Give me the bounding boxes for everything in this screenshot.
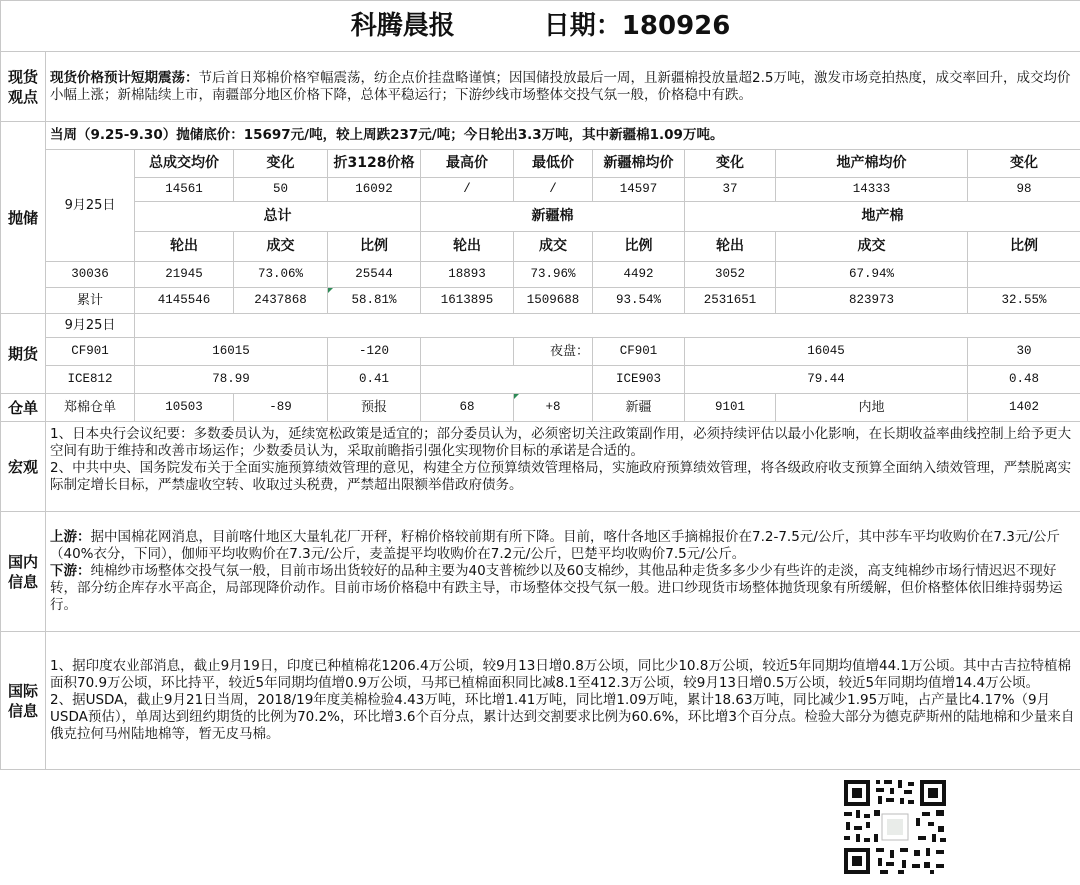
price-value: 14597: [593, 178, 685, 202]
price-header: 变化: [234, 150, 328, 178]
reserve-price-value-row: [1, 178, 1080, 202]
price-value: 98: [968, 178, 1080, 202]
report-date: 日期：180926: [543, 10, 731, 41]
ice-next-change: 0.48: [968, 366, 1080, 394]
daily-value: 18893: [421, 262, 514, 288]
futures-date: 9月25日: [46, 314, 135, 338]
price-header: 变化: [685, 150, 776, 178]
group-header-total: 总计: [135, 202, 421, 232]
upstream-lead: 上游：: [50, 529, 91, 545]
cf-change: -120: [328, 338, 421, 366]
cf-night-price: 16045: [685, 338, 968, 366]
price-header: 总成交均价: [135, 150, 234, 178]
spot-row: [1, 52, 1080, 122]
downstream-text: 纯棉纱市场整体交投气氛一般，目前市场出货较好的品种主要为40支普梳纱以及60支棉纱，其他品种走货多多少少有些许的走淡，高支纯棉纱市场行情迟迟不现好转，部分纺企库存水平高企，局部现降价动作。目前市场价格稳中有跌主导，市场整体交投气氛一般。进口纱现货市场整体抛货现象有所缓解，但价格整体依旧维持弱势运行。: [50, 563, 1063, 613]
warehouse-value: 10503: [135, 394, 234, 422]
sub-header: 成交: [514, 232, 593, 262]
cumulative-value: 58.81%: [328, 288, 421, 314]
sub-header: 成交: [776, 232, 968, 262]
sub-header: 比例: [968, 232, 1080, 262]
price-header: 折3128价格: [328, 150, 421, 178]
international-paragraph-2: 2、据USDA，截止9月21日当周，2018/19年度美棉检验4.43万吨，环比增1.41万吨，同比增1.09万吨，累计18.63万吨，同比减少1.95万吨，占产量比4.17%（9月USDA预估），单周达到纽约期货的比例为70.2%，环比增3.6个百分点，累计达到交割要求比例为60.6%，环比增3个百分点。检验大部分为德克萨斯州的陆地棉和少量来自俄克拉何马州陆地棉等，暂无皮马棉。: [50, 692, 1075, 742]
daily-value: 4492: [593, 262, 685, 288]
cf-night-name: CF901: [593, 338, 685, 366]
group-header-domestic: 地产棉: [685, 202, 1080, 232]
domestic-label: 国内信息: [1, 512, 46, 632]
reserve-cumulative-row: [1, 288, 1080, 314]
price-value: 37: [685, 178, 776, 202]
upstream-text: 据中国棉花网消息，目前喀什地区大量轧花厂开秤，籽棉价格较前期有所下降。目前，喀什各地区手摘棉报价在7.2-7.5元/公斤，其中莎车平均收购价在7.3元/公斤（40%衣分，下同），伽师平均收购价在7.3元/公斤，麦盖提平均收购价在7.2元/公斤，巴楚平均收购价7.5元/公斤。: [50, 529, 1060, 562]
daily-value: 3052: [685, 262, 776, 288]
price-header: 新疆棉均价: [593, 150, 685, 178]
futures-ice-row: [1, 366, 1080, 394]
group-header-xinjiang: 新疆棉: [421, 202, 685, 232]
warehouse-row: [1, 394, 1080, 422]
cf-price: 16015: [135, 338, 328, 366]
forecast-change: +8: [514, 394, 593, 422]
warehouse-name: 郑棉仓单: [46, 394, 135, 422]
price-value: 14561: [135, 178, 234, 202]
price-header: 最高价: [421, 150, 514, 178]
macro-paragraph-1: 1、日本央行会议纪要：多数委员认为，延续宽松政策是适宜的；部分委员认为，必须密切关注政策副作用，必须持续评估以最小化影响，在长期收益率曲线控制上给予更大空间有助于维持和改善市场运作；少数委员认为，采取前瞻指引强化实现物价目标的承诺是合适的。: [50, 426, 1072, 459]
ice-next-price: 79.44: [685, 366, 968, 394]
sub-header: 成交: [234, 232, 328, 262]
xinjiang-label: 新疆: [593, 394, 685, 422]
price-header: 变化: [968, 150, 1080, 178]
sub-header: 比例: [328, 232, 421, 262]
daily-value: 21945: [135, 262, 234, 288]
night-label: 夜盘：: [514, 338, 593, 366]
price-header: 地产棉均价: [776, 150, 968, 178]
warehouse-change: -89: [234, 394, 328, 422]
cf-name: CF901: [46, 338, 135, 366]
spot-lead: 现货价格预计短期震荡：: [50, 69, 199, 86]
downstream-lead: 下游：: [50, 563, 91, 579]
inland-label: 内地: [776, 394, 968, 422]
title-row: [1, 1, 1080, 52]
futures-date-row: [1, 314, 1080, 338]
reserve-daily-row: [1, 262, 1080, 288]
price-header: 最低价: [514, 150, 593, 178]
cumulative-value: 32.55%: [968, 288, 1080, 314]
reserve-sub-header-row: [1, 232, 1080, 262]
futures-label: 期货: [1, 314, 46, 394]
domestic-row: [1, 512, 1080, 632]
qr-code: [842, 778, 948, 876]
price-value: 14333: [776, 178, 968, 202]
sub-header: 轮出: [135, 232, 234, 262]
reserve-date: 9月25日: [46, 150, 135, 262]
ice-change: 0.41: [328, 366, 421, 394]
sub-header: 比例: [593, 232, 685, 262]
report-title: 科腾晨报: [350, 10, 455, 41]
ice-next-name: ICE903: [593, 366, 685, 394]
daily-value: 30036: [46, 262, 135, 288]
reserve-summary: 当周（9.25-9.30）抛储底价：15697元/吨，较上周跌237元/吨；今日轮出3.3万吨，其中新疆棉1.09万吨。: [46, 122, 1080, 150]
macro-label: 宏观: [1, 422, 46, 512]
cumulative-value: 1613895: [421, 288, 514, 314]
inland-value: 1402: [968, 394, 1080, 422]
reserve-group-header-row: [1, 202, 1080, 232]
daily-value: 67.94%: [776, 262, 968, 288]
reserve-price-header-row: [1, 150, 1080, 178]
sub-header: 轮出: [685, 232, 776, 262]
ice-price: 78.99: [135, 366, 328, 394]
reserve-label: 抛储: [1, 122, 46, 314]
ice-name: ICE812: [46, 366, 135, 394]
international-paragraph-1: 1、据印度农业部消息，截止9月19日，印度已种植棉花1206.4万公顷，较9月13日增0.8万公顷，同比少10.8万公顷，较近5年同期均值增44.1万公顷。其中古吉拉特植棉面积70.9万公顷，环比持平，较近5年同期均值增0.9万公顷，马邦已植棉面积同比减8.1至412.3万公顷，较9月13日增0.5万公顷，较近5年同期均值增14.4万公顷。: [50, 658, 1072, 691]
macro-paragraph-2: 2、中共中央、国务院发布关于全面实施预算绩效管理的意见，构建全方位预算绩效管理格局，实施政府预算绩效管理，将各级政府收支预算全面纳入绩效管理，严禁脱离实际制定增长目标，严禁虚收空转、收取过头税费，严禁超出限额举借政府债务。: [50, 460, 1072, 493]
daily-value: 73.96%: [514, 262, 593, 288]
spot-label: 现货观点: [1, 52, 46, 122]
macro-row: [1, 422, 1080, 512]
reserve-summary-row: [1, 122, 1080, 150]
price-value: 50: [234, 178, 328, 202]
sub-header: 轮出: [421, 232, 514, 262]
price-value: /: [421, 178, 514, 202]
xinjiang-value: 9101: [685, 394, 776, 422]
futures-cf-row: [1, 338, 1080, 366]
forecast-label: 预报: [328, 394, 421, 422]
daily-value: 73.06%: [234, 262, 328, 288]
cumulative-value: 823973: [776, 288, 968, 314]
forecast-value: 68: [421, 394, 514, 422]
international-row: [1, 632, 1080, 770]
spot-text: 节后首日郑棉价格窄幅震荡，纺企点价挂盘略谨慎；因国储投放最后一周，且新疆棉投放量超2.5万吨，激发市场竞拍热度，成交率回升，成交均价小幅上涨；新棉陆续上市，南疆部分地区价格下降，总体平稳运行；下游纱线市场整体交投气氛一般，价格稳中有跌。: [50, 69, 1071, 103]
warehouse-label: 仓单: [1, 394, 46, 422]
price-value: /: [514, 178, 593, 202]
cumulative-label: 累计: [46, 288, 135, 314]
cumulative-value: 2437868: [234, 288, 328, 314]
cumulative-value: 93.54%: [593, 288, 685, 314]
international-label: 国际信息: [1, 632, 46, 770]
daily-value: 25544: [328, 262, 421, 288]
cumulative-value: 1509688: [514, 288, 593, 314]
cumulative-value: 4145546: [135, 288, 234, 314]
price-value: 16092: [328, 178, 421, 202]
cf-night-change: 30: [968, 338, 1080, 366]
cumulative-value: 2531651: [685, 288, 776, 314]
